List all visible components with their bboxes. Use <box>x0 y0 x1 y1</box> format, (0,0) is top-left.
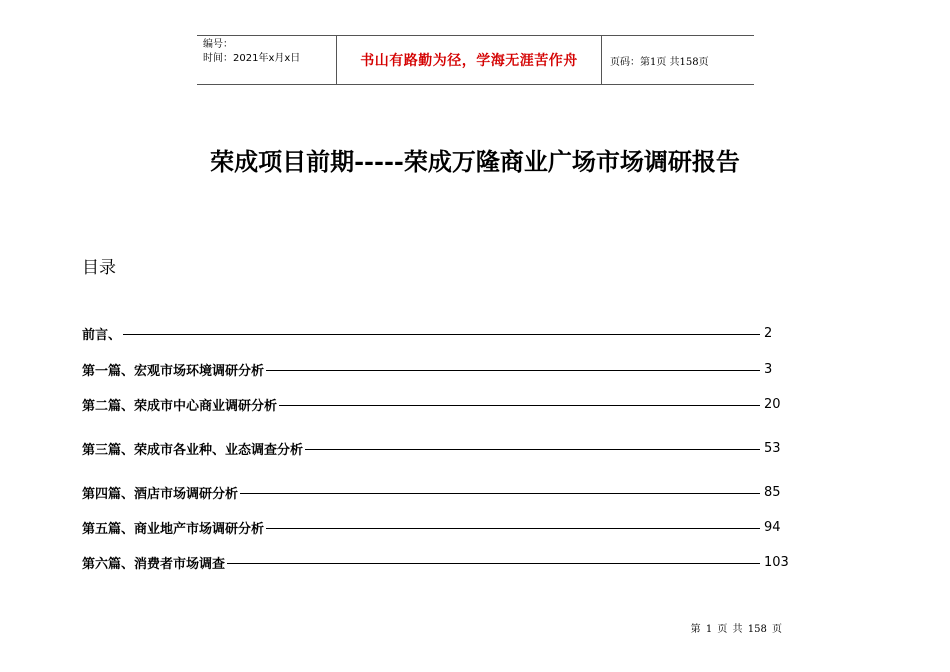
header-meta-cell <box>197 36 337 84</box>
toc-item-page: 3 <box>764 361 773 377</box>
toc-item-part-4[interactable] <box>82 482 792 502</box>
toc-item-label: 第六篇、消费者市场调查 <box>82 556 226 572</box>
toc-item-part-3[interactable] <box>82 438 792 458</box>
header-motto: 书山有路勤为径，学海无涯苦作舟 <box>337 36 602 84</box>
toc-item-page: 94 <box>764 519 781 535</box>
document-title: 荣成项目前期-----荣成万隆商业广场市场调研报告 <box>210 147 740 176</box>
toc-item-label: 第一篇、宏观市场环境调研分析 <box>82 363 265 379</box>
toc-item-part-5[interactable] <box>82 517 792 537</box>
toc-item-part-6[interactable] <box>82 552 792 572</box>
toc-leader-line <box>305 449 760 450</box>
toc-item-page: 20 <box>764 396 781 412</box>
toc-item-label: 前言、 <box>82 327 122 343</box>
toc-item-label: 第二篇、荣成市中心商业调研分析 <box>82 398 278 414</box>
header-time-label: 时间：2021年x月x日 <box>203 53 301 64</box>
toc-item-part-2[interactable] <box>82 394 792 414</box>
toc-item-preface[interactable] <box>82 323 792 343</box>
toc-item-page: 53 <box>764 440 781 456</box>
toc-leader-line <box>227 563 760 564</box>
toc-item-page: 2 <box>764 325 773 341</box>
toc-leader-line <box>123 334 760 335</box>
toc-heading: 目录 <box>82 258 116 278</box>
toc-item-label: 第三篇、荣成市各业种、业态调查分析 <box>82 442 304 458</box>
toc-item-part-1[interactable] <box>82 359 792 379</box>
toc-item-label: 第四篇、酒店市场调研分析 <box>82 486 239 502</box>
page-header <box>197 35 754 85</box>
toc-leader-line <box>266 370 760 371</box>
toc-item-label: 第五篇、商业地产市场调研分析 <box>82 521 265 537</box>
toc-leader-line <box>266 528 760 529</box>
toc-item-page: 85 <box>764 484 781 500</box>
header-number-label: 编号： <box>203 39 233 50</box>
header-page-info: 页码：第1页 共158页 <box>610 56 709 68</box>
toc-leader-line <box>279 405 760 406</box>
toc-leader-line <box>240 493 760 494</box>
toc-item-page: 103 <box>764 554 789 570</box>
page-footer: 第 1 页 共 158 页 <box>690 624 782 635</box>
